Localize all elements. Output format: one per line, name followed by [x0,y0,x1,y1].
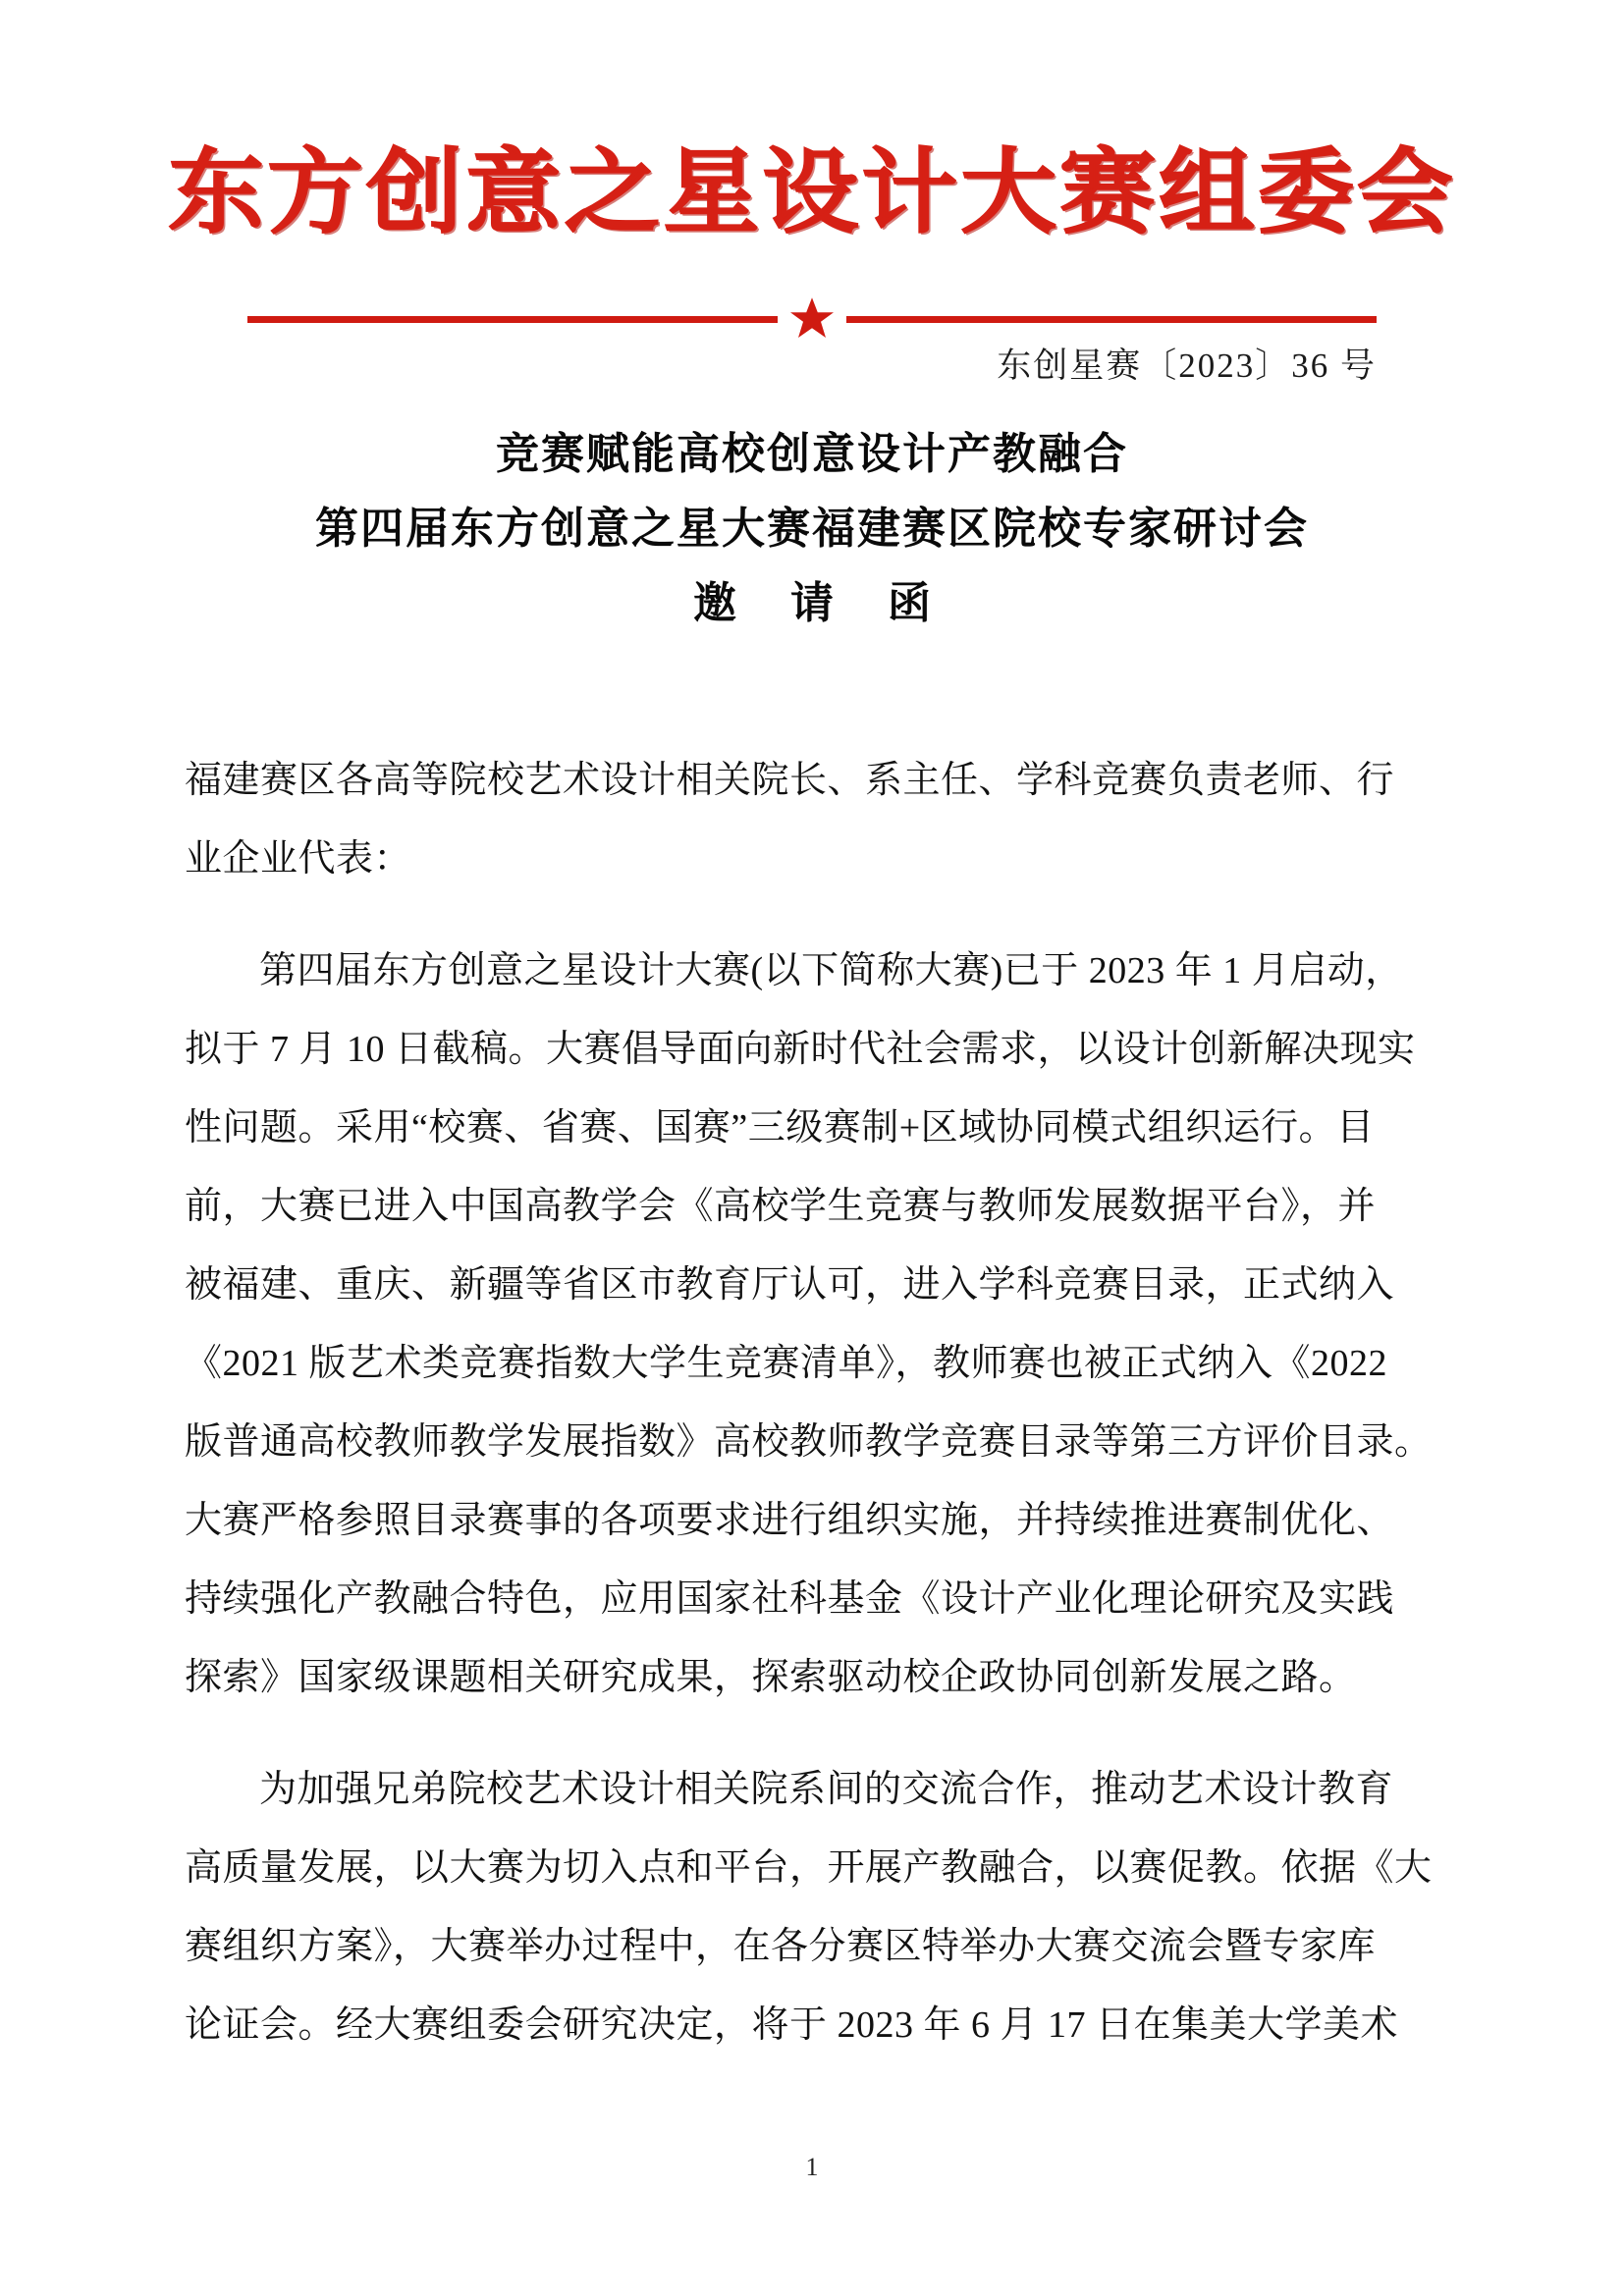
paragraph-line [185,1750,1441,1829]
document-number: 东创星赛〔2023〕36 号 [997,347,1377,385]
paragraph-line [185,1010,1441,1089]
paragraph-text: 探索》国家级课题相关研究成果，探索驱动校企政协同创新发展之路。 [185,1657,1357,1698]
paragraph-line [185,1986,1441,2064]
paragraph-line [185,932,1441,1010]
paragraph-text: 大赛严格参照目录赛事的各项要求进行组织实施，并持续推进赛制优化、 [185,1500,1395,1541]
salutation-line [185,741,1441,820]
document-titles [0,417,1624,641]
paragraph-line [185,1907,1441,1986]
paragraph-line [185,1560,1441,1638]
document-body [185,741,1441,2064]
paragraph-line [185,1246,1441,1324]
paragraph-line [185,1638,1441,1717]
paragraph-text: 高质量发展，以大赛为切入点和平台，开展产教融合，以赛促教。依据《大 [185,1847,1433,1889]
page-number: 1 [805,2153,819,2181]
five-pointed-star-icon [788,294,836,342]
document-title-line-3: 邀 请 函 [693,579,952,627]
paragraph-line [185,1403,1441,1481]
paragraph-text: 赛组织方案》，大赛举办过程中，在各分赛区特举办大赛交流会暨专家库 [185,1926,1377,1967]
document-title-line-2: 第四届东方创意之星大赛福建赛区院校专家研讨会 [315,505,1309,553]
divider-bar-left [247,316,778,323]
document-title-line-1: 竞赛赋能高校创意设计产教融合 [496,430,1128,478]
paragraph-text: 为加强兄弟院校艺术设计相关院系间的交流合作，推动艺术设计教育 [259,1769,1394,1810]
paragraph-line [185,1324,1441,1403]
paragraph-line [185,1167,1441,1246]
salutation-text: 福建赛区各高等院校艺术设计相关院长、系主任、学科竞赛负责老师、行 [185,760,1395,801]
paragraph-text: 第四届东方创意之星设计大赛(以下简称大赛)已于 2023 年 1 月启动， [259,950,1403,991]
letterhead-divider [0,294,1624,340]
paragraph-text: 前，大赛已进入中国高教学会《高校学生竞赛与教师发展数据平台》，并 [185,1186,1377,1227]
paragraph-text: 性问题。采用“校赛、省赛、国赛”三级赛制+区域协同模式组织运行。目 [185,1107,1375,1148]
divider-bar-right [846,316,1377,323]
paragraph-text: 版普通高校教师教学发展指数》高校教师教学竞赛目录等第三方评价目录。 [185,1421,1433,1463]
salutation-line [185,820,1441,898]
salutation-text: 业企业代表： [185,838,412,880]
paragraph-text: 持续强化产教融合特色，应用国家社科基金《设计产业化理论研究及实践 [185,1578,1395,1620]
paragraph-line [185,1481,1441,1560]
paragraph-line [185,1829,1441,1907]
paragraph-text: 《2021 版艺术类竞赛指数大学生竞赛清单》，教师赛也被正式纳入《2022 [185,1343,1388,1384]
paragraph-line [185,1089,1441,1167]
letterhead-organization-title: 东方创意之星设计大赛组委会 [168,142,1456,244]
letterhead [0,0,1624,244]
paragraph-text: 论证会。经大赛组委会研究决定，将于 2023 年 6 月 17 日在集美大学美术 [185,2004,1399,2046]
paragraph-text: 被福建、重庆、新疆等省区市教育厅认可，进入学科竞赛目录，正式纳入 [185,1264,1395,1306]
paragraph-text: 拟于 7 月 10 日截稿。大赛倡导面向新时代社会需求，以设计创新解决现实 [185,1029,1416,1070]
